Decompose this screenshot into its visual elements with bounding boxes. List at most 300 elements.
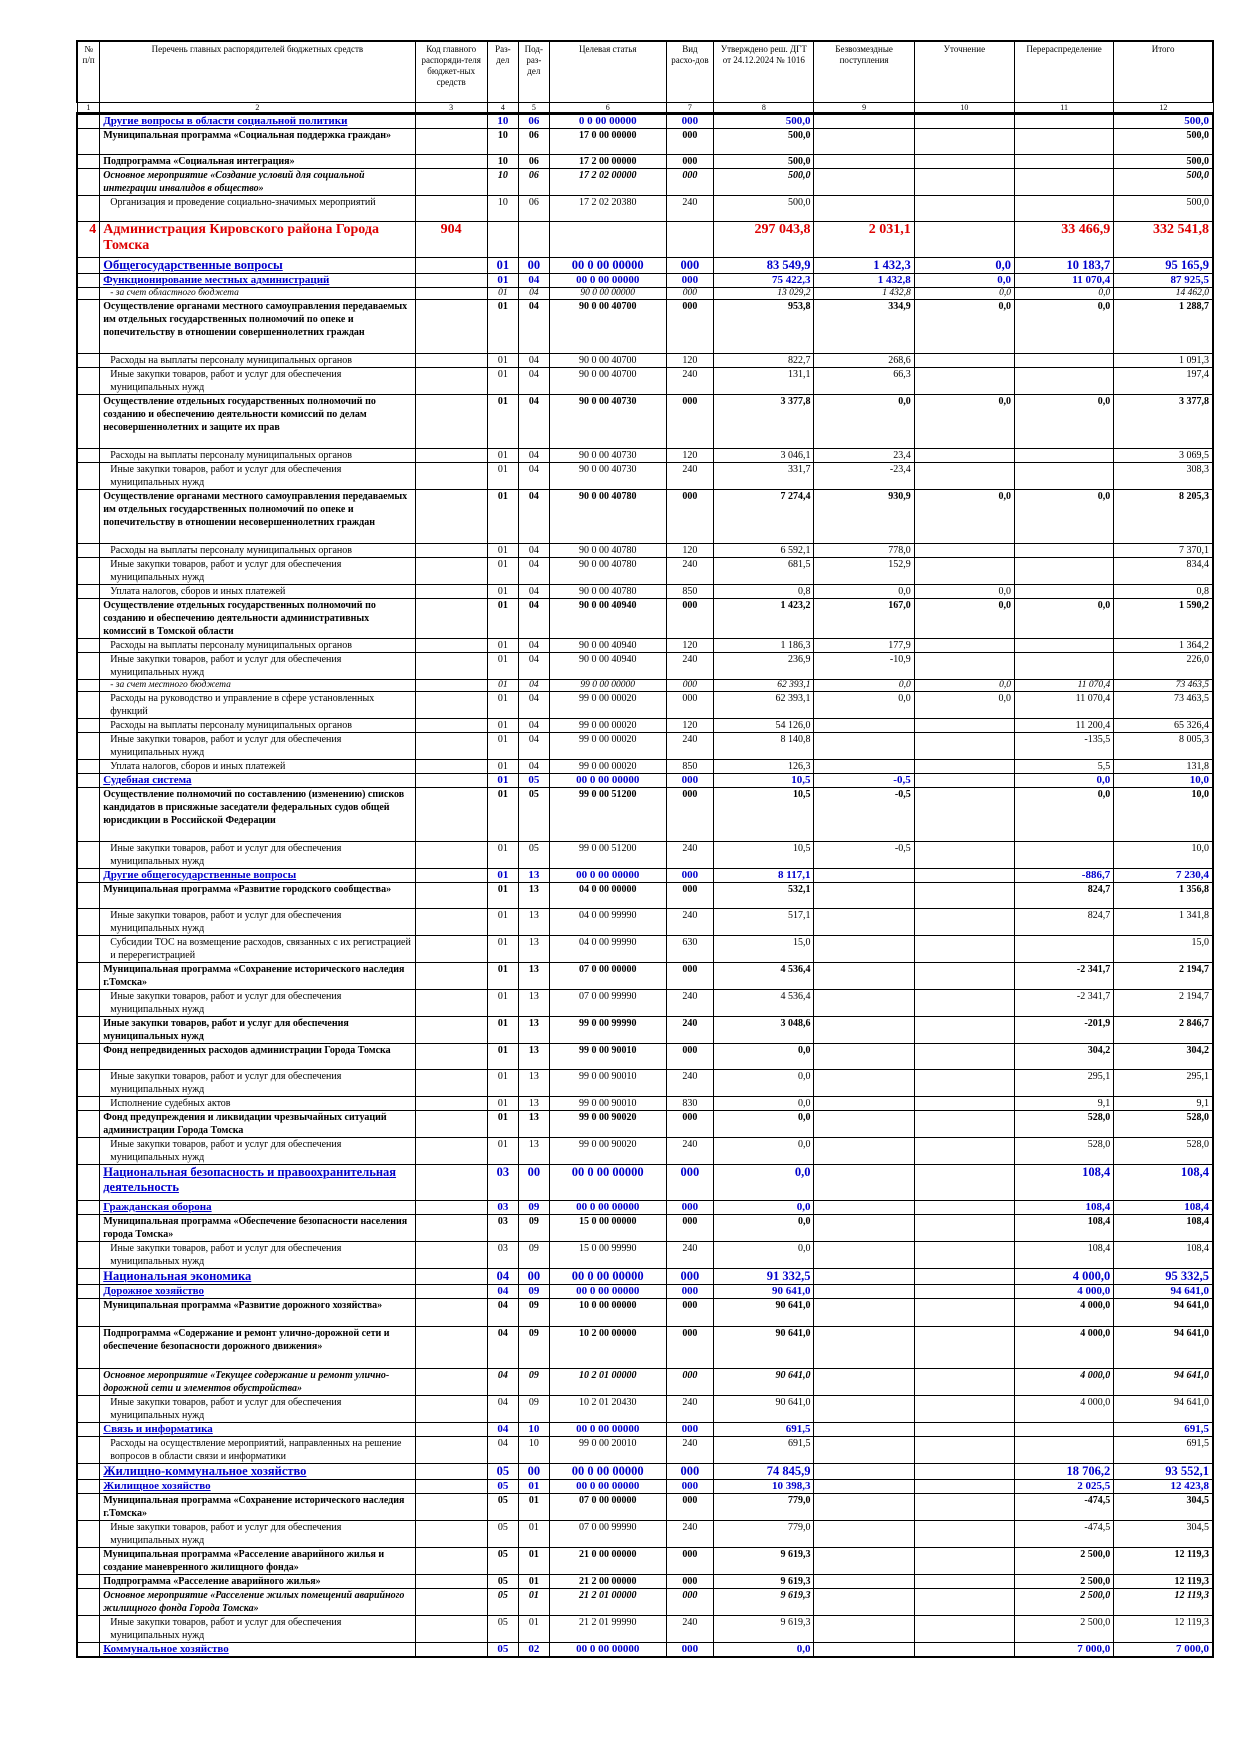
cell-col-code xyxy=(415,169,487,196)
cell-col-redistribution: -2 341,7 xyxy=(1014,963,1113,990)
cell-col-subsection: 01 xyxy=(518,1480,549,1494)
cell-col-subsection: 04 xyxy=(518,558,549,585)
cell-col-target-article: 17 0 00 00000 xyxy=(549,129,666,155)
cell-col-expense-type: 850 xyxy=(666,585,714,599)
table-row xyxy=(77,869,1213,883)
cell-col-target-article: 00 0 00 00000 xyxy=(549,1464,666,1480)
column-number: 12 xyxy=(1114,103,1213,114)
cell-col-approved: 10,5 xyxy=(714,774,814,788)
cell-col-target-article: 10 2 00 00000 xyxy=(549,1327,666,1369)
cell-col-clarification xyxy=(914,222,1014,258)
cell-col-target-article: 00 0 00 00000 xyxy=(549,274,666,288)
cell-col-redistribution: 528,0 xyxy=(1014,1138,1113,1165)
cell-col-index xyxy=(77,1616,100,1643)
cell-col-total: 3 069,5 xyxy=(1114,449,1213,463)
cell-col-approved: 0,0 xyxy=(714,1215,814,1242)
cell-col-approved: 953,8 xyxy=(714,300,814,354)
table-row xyxy=(77,1327,1213,1369)
cell-col-section: 01 xyxy=(487,1017,518,1044)
cell-col-code xyxy=(415,719,487,733)
cell-col-section: 04 xyxy=(487,1437,518,1464)
cell-col-expense-type: 240 xyxy=(666,733,714,760)
cell-col-grants xyxy=(814,1548,914,1575)
cell-col-redistribution: -474,5 xyxy=(1014,1521,1113,1548)
cell-col-approved: 0,8 xyxy=(714,585,814,599)
cell-col-clarification xyxy=(914,1548,1014,1575)
cell-col-total: 2 194,7 xyxy=(1114,963,1213,990)
cell-col-code xyxy=(415,1494,487,1521)
cell-col-grants xyxy=(814,1464,914,1480)
cell-col-expense-type: 240 xyxy=(666,1396,714,1423)
cell-col-index xyxy=(77,1521,100,1548)
cell-col-redistribution: 4 000,0 xyxy=(1014,1299,1113,1327)
cell-col-name: Осуществление отдельных государственных полномочий по созданию и обеспечению деятельности административных комиссий в Томской области xyxy=(100,599,415,639)
cell-col-target-article: 00 0 00 00000 xyxy=(549,1643,666,1658)
cell-col-section: 05 xyxy=(487,1521,518,1548)
cell-col-grants: 0,0 xyxy=(814,680,914,692)
column-number: 7 xyxy=(666,103,714,114)
cell-col-target-article: 99 0 00 90010 xyxy=(549,1044,666,1070)
cell-col-clarification xyxy=(914,1575,1014,1589)
cell-col-expense-type: 120 xyxy=(666,544,714,558)
table-row xyxy=(77,883,1213,909)
cell-col-clarification xyxy=(914,1285,1014,1299)
cell-col-approved: 91 332,5 xyxy=(714,1269,814,1285)
cell-col-total: 295,1 xyxy=(1114,1070,1213,1097)
header-col-subsection: Под-раз-дел xyxy=(518,41,549,103)
cell-col-target-article: 17 2 02 20380 xyxy=(549,196,666,222)
cell-col-approved: 0,0 xyxy=(714,1111,814,1138)
cell-col-code xyxy=(415,558,487,585)
cell-col-approved: 9 619,3 xyxy=(714,1548,814,1575)
cell-col-grants xyxy=(814,1423,914,1437)
cell-col-section: 01 xyxy=(487,449,518,463)
cell-col-target-article: 99 0 00 51200 xyxy=(549,788,666,842)
cell-col-code xyxy=(415,1548,487,1575)
table-row xyxy=(77,788,1213,842)
cell-col-expense-type: 850 xyxy=(666,760,714,774)
cell-col-grants xyxy=(814,760,914,774)
cell-col-grants: 177,9 xyxy=(814,639,914,653)
cell-col-name: Муниципальная программа «Развитие городского сообщества» xyxy=(100,883,415,909)
budget-sheet xyxy=(76,40,1214,1658)
cell-col-index xyxy=(77,1269,100,1285)
cell-col-expense-type: 240 xyxy=(666,463,714,490)
cell-col-approved: 90 641,0 xyxy=(714,1299,814,1327)
cell-col-subsection: 04 xyxy=(518,449,549,463)
cell-col-approved: 236,9 xyxy=(714,653,814,680)
cell-col-grants xyxy=(814,936,914,963)
cell-col-code xyxy=(415,395,487,449)
cell-col-redistribution: 10 183,7 xyxy=(1014,258,1113,274)
cell-col-target-article: 04 0 00 99990 xyxy=(549,936,666,963)
cell-col-code xyxy=(415,1575,487,1589)
table-row xyxy=(77,222,1213,258)
cell-col-redistribution: 304,2 xyxy=(1014,1044,1113,1070)
cell-col-grants xyxy=(814,1269,914,1285)
cell-col-index xyxy=(77,1589,100,1616)
cell-col-expense-type: 000 xyxy=(666,490,714,544)
cell-col-clarification xyxy=(914,1643,1014,1658)
cell-col-code xyxy=(415,463,487,490)
cell-col-section: 04 xyxy=(487,1423,518,1437)
cell-col-grants xyxy=(814,1437,914,1464)
cell-col-expense-type: 000 xyxy=(666,963,714,990)
cell-col-index xyxy=(77,544,100,558)
column-number: 10 xyxy=(914,103,1014,114)
table-row xyxy=(77,733,1213,760)
cell-col-redistribution: -886,7 xyxy=(1014,869,1113,883)
table-row xyxy=(77,585,1213,599)
cell-col-approved: 532,1 xyxy=(714,883,814,909)
cell-col-expense-type: 000 xyxy=(666,774,714,788)
cell-col-section: 05 xyxy=(487,1494,518,1521)
cell-col-clarification xyxy=(914,842,1014,869)
cell-col-subsection: 04 xyxy=(518,760,549,774)
cell-col-redistribution: 108,4 xyxy=(1014,1165,1113,1201)
cell-col-approved: 681,5 xyxy=(714,558,814,585)
cell-col-approved: 0,0 xyxy=(714,1097,814,1111)
cell-col-name: Расходы на выплаты персоналу муниципальных органов xyxy=(100,719,415,733)
cell-col-target-article: 90 0 00 40780 xyxy=(549,585,666,599)
cell-col-name: Подпрограмма «Содержание и ремонт улично-дорожной сети и обеспечение безопасности дорожного движения» xyxy=(100,1327,415,1369)
cell-col-subsection: 00 xyxy=(518,258,549,274)
cell-col-index: 4 xyxy=(77,222,100,258)
cell-col-name: Осуществление полномочий по составлению (изменению) списков кандидатов в присяжные заседатели федеральных судов общей юрисдикции в Российской Федерации xyxy=(100,788,415,842)
cell-col-grants: 778,0 xyxy=(814,544,914,558)
cell-col-name: Иные закупки товаров, работ и услуг для обеспечения муниципальных нужд xyxy=(100,558,415,585)
cell-col-clarification xyxy=(914,354,1014,368)
cell-col-grants xyxy=(814,963,914,990)
cell-col-subsection: 01 xyxy=(518,1548,549,1575)
cell-col-section: 04 xyxy=(487,1369,518,1396)
cell-col-code xyxy=(415,909,487,936)
cell-col-section: 01 xyxy=(487,760,518,774)
table-row xyxy=(77,558,1213,585)
cell-col-grants xyxy=(814,1480,914,1494)
cell-col-target-article: 99 0 00 00020 xyxy=(549,719,666,733)
cell-col-name: Осуществление органами местного самоуправления передаваемых им отдельных государственных полномочий по опеке и попечительству в отношении совершеннолетних граждан xyxy=(100,300,415,354)
cell-col-redistribution: -474,5 xyxy=(1014,1494,1113,1521)
table-row xyxy=(77,395,1213,449)
cell-col-index xyxy=(77,990,100,1017)
cell-col-redistribution: 0,0 xyxy=(1014,288,1113,300)
cell-col-expense-type: 000 xyxy=(666,1575,714,1589)
cell-col-expense-type: 000 xyxy=(666,155,714,169)
cell-col-redistribution xyxy=(1014,1423,1113,1437)
cell-col-total: 226,0 xyxy=(1114,653,1213,680)
table-row xyxy=(77,1165,1213,1201)
cell-col-approved: 90 641,0 xyxy=(714,1396,814,1423)
cell-col-code xyxy=(415,1464,487,1480)
header-col-redistribution: Перераспределение xyxy=(1014,41,1113,103)
cell-col-index xyxy=(77,1299,100,1327)
cell-col-index xyxy=(77,288,100,300)
cell-col-code: 904 xyxy=(415,222,487,258)
cell-col-target-article: 99 0 00 90020 xyxy=(549,1111,666,1138)
table-row xyxy=(77,1138,1213,1165)
cell-col-subsection: 13 xyxy=(518,1138,549,1165)
table-row xyxy=(77,774,1213,788)
cell-col-code xyxy=(415,692,487,719)
cell-col-expense-type: 000 xyxy=(666,1201,714,1215)
cell-col-approved: 83 549,9 xyxy=(714,258,814,274)
cell-col-subsection: 04 xyxy=(518,733,549,760)
cell-col-name: Иные закупки товаров, работ и услуг для обеспечения муниципальных нужд xyxy=(100,653,415,680)
cell-col-clarification xyxy=(914,1111,1014,1138)
cell-col-grants xyxy=(814,1017,914,1044)
cell-col-name: Иные закупки товаров, работ и услуг для обеспечения муниципальных нужд xyxy=(100,733,415,760)
cell-col-approved: 15,0 xyxy=(714,936,814,963)
cell-col-section xyxy=(487,222,518,258)
cell-col-approved: 10 398,3 xyxy=(714,1480,814,1494)
cell-col-redistribution: 9,1 xyxy=(1014,1097,1113,1111)
cell-col-section: 01 xyxy=(487,258,518,274)
cell-col-section: 01 xyxy=(487,733,518,760)
cell-col-section: 04 xyxy=(487,1269,518,1285)
header-col-approved: Утверждено реш. ДГТ от 24.12.2024 № 1016 xyxy=(714,41,814,103)
cell-col-code xyxy=(415,1165,487,1201)
cell-col-section: 03 xyxy=(487,1201,518,1215)
cell-col-name: Фонд непредвиденных расходов администрации Города Томска xyxy=(100,1044,415,1070)
cell-col-redistribution xyxy=(1014,639,1113,653)
cell-col-section: 01 xyxy=(487,883,518,909)
cell-col-redistribution xyxy=(1014,842,1113,869)
cell-col-total: 528,0 xyxy=(1114,1111,1213,1138)
cell-col-name: Иные закупки товаров, работ и услуг для обеспечения муниципальных нужд xyxy=(100,1017,415,1044)
cell-col-clarification xyxy=(914,963,1014,990)
cell-col-target-article: 21 2 01 99990 xyxy=(549,1616,666,1643)
cell-col-expense-type: 000 xyxy=(666,1111,714,1138)
cell-col-target-article: 90 0 00 40730 xyxy=(549,463,666,490)
cell-col-grants: 0,0 xyxy=(814,395,914,449)
cell-col-clarification: 0,0 xyxy=(914,258,1014,274)
cell-col-subsection: 13 xyxy=(518,1044,549,1070)
cell-col-name: Уплата налогов, сборов и иных платежей xyxy=(100,585,415,599)
cell-col-index xyxy=(77,449,100,463)
cell-col-total: 94 641,0 xyxy=(1114,1396,1213,1423)
cell-col-target-article: 00 0 00 00000 xyxy=(549,258,666,274)
cell-col-total: 94 641,0 xyxy=(1114,1299,1213,1327)
cell-col-expense-type: 000 xyxy=(666,114,714,129)
cell-col-total: 108,4 xyxy=(1114,1242,1213,1269)
table-row xyxy=(77,1464,1213,1480)
cell-col-section: 01 xyxy=(487,368,518,395)
cell-col-section: 04 xyxy=(487,1396,518,1423)
cell-col-target-article: 90 0 00 40730 xyxy=(549,395,666,449)
cell-col-clarification xyxy=(914,774,1014,788)
cell-col-index xyxy=(77,909,100,936)
table-row xyxy=(77,490,1213,544)
cell-col-expense-type: 000 xyxy=(666,1589,714,1616)
cell-col-target-article: 00 0 00 00000 xyxy=(549,1201,666,1215)
cell-col-code xyxy=(415,354,487,368)
cell-col-grants xyxy=(814,990,914,1017)
cell-col-subsection: 13 xyxy=(518,1070,549,1097)
cell-col-approved: 62 393,1 xyxy=(714,692,814,719)
cell-col-index xyxy=(77,883,100,909)
cell-col-total: 12 119,3 xyxy=(1114,1575,1213,1589)
cell-col-expense-type: 000 xyxy=(666,1548,714,1575)
cell-col-approved: 8 117,1 xyxy=(714,869,814,883)
cell-col-approved: 779,0 xyxy=(714,1521,814,1548)
cell-col-section: 01 xyxy=(487,558,518,585)
cell-col-approved: 1 423,2 xyxy=(714,599,814,639)
cell-col-clarification xyxy=(914,558,1014,585)
cell-col-name: Муниципальная программа «Развитие дорожного хозяйства» xyxy=(100,1299,415,1327)
cell-col-approved: 331,7 xyxy=(714,463,814,490)
cell-col-grants xyxy=(814,155,914,169)
cell-col-total: 108,4 xyxy=(1114,1215,1213,1242)
cell-col-index xyxy=(77,639,100,653)
table-row xyxy=(77,288,1213,300)
cell-col-expense-type: 240 xyxy=(666,842,714,869)
cell-col-redistribution xyxy=(1014,155,1113,169)
cell-col-redistribution: 2 500,0 xyxy=(1014,1616,1113,1643)
cell-col-redistribution: 4 000,0 xyxy=(1014,1327,1113,1369)
cell-col-target-article: 99 0 00 51200 xyxy=(549,842,666,869)
cell-col-approved: 691,5 xyxy=(714,1437,814,1464)
cell-col-index xyxy=(77,490,100,544)
cell-col-index xyxy=(77,395,100,449)
cell-col-name: Расходы на выплаты персоналу муниципальных органов xyxy=(100,449,415,463)
cell-col-clarification xyxy=(914,1299,1014,1327)
cell-col-code xyxy=(415,990,487,1017)
table-body xyxy=(77,114,1213,1658)
cell-col-approved: 90 641,0 xyxy=(714,1369,814,1396)
cell-col-total: 12 119,3 xyxy=(1114,1548,1213,1575)
header-col-total: Итого xyxy=(1114,41,1213,103)
table-row xyxy=(77,680,1213,692)
cell-col-approved: 54 126,0 xyxy=(714,719,814,733)
cell-col-index xyxy=(77,463,100,490)
cell-col-expense-type: 240 xyxy=(666,1521,714,1548)
table-row xyxy=(77,909,1213,936)
cell-col-clarification xyxy=(914,1165,1014,1201)
cell-col-name: Коммунальное хозяйство xyxy=(100,1643,415,1658)
cell-col-index xyxy=(77,1201,100,1215)
cell-col-clarification xyxy=(914,1044,1014,1070)
cell-col-expense-type: 000 xyxy=(666,680,714,692)
cell-col-total: 10,0 xyxy=(1114,774,1213,788)
cell-col-clarification: 0,0 xyxy=(914,680,1014,692)
cell-col-grants xyxy=(814,1396,914,1423)
table-row xyxy=(77,1097,1213,1111)
cell-col-section: 04 xyxy=(487,1299,518,1327)
cell-col-total: 304,5 xyxy=(1114,1521,1213,1548)
cell-col-code xyxy=(415,196,487,222)
cell-col-expense-type: 240 xyxy=(666,1437,714,1464)
cell-col-clarification xyxy=(914,1616,1014,1643)
cell-col-index xyxy=(77,274,100,288)
cell-col-grants xyxy=(814,883,914,909)
cell-col-redistribution: 0,0 xyxy=(1014,300,1113,354)
cell-col-grants xyxy=(814,1327,914,1369)
cell-col-target-article: 00 0 00 00000 xyxy=(549,774,666,788)
cell-col-target-article: 00 0 00 00000 xyxy=(549,1285,666,1299)
cell-col-subsection: 09 xyxy=(518,1242,549,1269)
cell-col-code xyxy=(415,599,487,639)
cell-col-code xyxy=(415,1437,487,1464)
cell-col-section: 01 xyxy=(487,585,518,599)
cell-col-index xyxy=(77,1575,100,1589)
cell-col-index xyxy=(77,354,100,368)
cell-col-redistribution: 4 000,0 xyxy=(1014,1369,1113,1396)
column-number: 9 xyxy=(814,103,914,114)
cell-col-redistribution: 108,4 xyxy=(1014,1215,1113,1242)
cell-col-subsection: 04 xyxy=(518,585,549,599)
cell-col-redistribution xyxy=(1014,463,1113,490)
cell-col-section: 05 xyxy=(487,1548,518,1575)
cell-col-total: 500,0 xyxy=(1114,155,1213,169)
cell-col-target-article: 99 0 00 90020 xyxy=(549,1138,666,1165)
cell-col-redistribution: 11 070,4 xyxy=(1014,680,1113,692)
cell-col-grants xyxy=(814,1138,914,1165)
column-number: 2 xyxy=(100,103,415,114)
cell-col-total: 3 377,8 xyxy=(1114,395,1213,449)
cell-col-section: 03 xyxy=(487,1242,518,1269)
cell-col-name: Организация и проведение социально-значимых мероприятий xyxy=(100,196,415,222)
cell-col-subsection: 04 xyxy=(518,368,549,395)
cell-col-total: 65 326,4 xyxy=(1114,719,1213,733)
cell-col-redistribution: 18 706,2 xyxy=(1014,1464,1113,1480)
cell-col-target-article: 90 0 00 40700 xyxy=(549,300,666,354)
cell-col-expense-type: 240 xyxy=(666,196,714,222)
cell-col-total: 1 341,8 xyxy=(1114,909,1213,936)
cell-col-target-article: 21 2 00 00000 xyxy=(549,1575,666,1589)
cell-col-index xyxy=(77,1369,100,1396)
cell-col-target-article: 99 0 00 00020 xyxy=(549,760,666,774)
table-row xyxy=(77,1494,1213,1521)
cell-col-subsection: 13 xyxy=(518,936,549,963)
cell-col-code xyxy=(415,585,487,599)
table-row xyxy=(77,719,1213,733)
cell-col-grants xyxy=(814,114,914,129)
cell-col-grants: 268,6 xyxy=(814,354,914,368)
cell-col-clarification xyxy=(914,1521,1014,1548)
cell-col-expense-type: 000 xyxy=(666,129,714,155)
cell-col-redistribution xyxy=(1014,653,1113,680)
cell-col-approved: 9 619,3 xyxy=(714,1589,814,1616)
cell-col-section: 10 xyxy=(487,129,518,155)
table-row xyxy=(77,990,1213,1017)
cell-col-section: 01 xyxy=(487,963,518,990)
cell-col-subsection: 09 xyxy=(518,1201,549,1215)
cell-col-code xyxy=(415,936,487,963)
cell-col-approved: 3 048,6 xyxy=(714,1017,814,1044)
cell-col-section: 01 xyxy=(487,936,518,963)
cell-col-code xyxy=(415,639,487,653)
cell-col-index xyxy=(77,129,100,155)
cell-col-redistribution: 0,0 xyxy=(1014,395,1113,449)
cell-col-subsection: 00 xyxy=(518,1269,549,1285)
cell-col-subsection: 05 xyxy=(518,774,549,788)
cell-col-name: Иные закупки товаров, работ и услуг для обеспечения муниципальных нужд xyxy=(100,842,415,869)
cell-col-total: 0,8 xyxy=(1114,585,1213,599)
cell-col-name: Иные закупки товаров, работ и услуг для обеспечения муниципальных нужд xyxy=(100,463,415,490)
table-row xyxy=(77,196,1213,222)
cell-col-grants xyxy=(814,1299,914,1327)
cell-col-grants xyxy=(814,1285,914,1299)
table-row xyxy=(77,963,1213,990)
cell-col-grants xyxy=(814,1369,914,1396)
cell-col-name: Иные закупки товаров, работ и услуг для обеспечения муниципальных нужд xyxy=(100,1521,415,1548)
cell-col-code xyxy=(415,300,487,354)
cell-col-subsection: 04 xyxy=(518,719,549,733)
cell-col-redistribution: 7 000,0 xyxy=(1014,1643,1113,1658)
cell-col-grants xyxy=(814,1242,914,1269)
cell-col-approved: 517,1 xyxy=(714,909,814,936)
